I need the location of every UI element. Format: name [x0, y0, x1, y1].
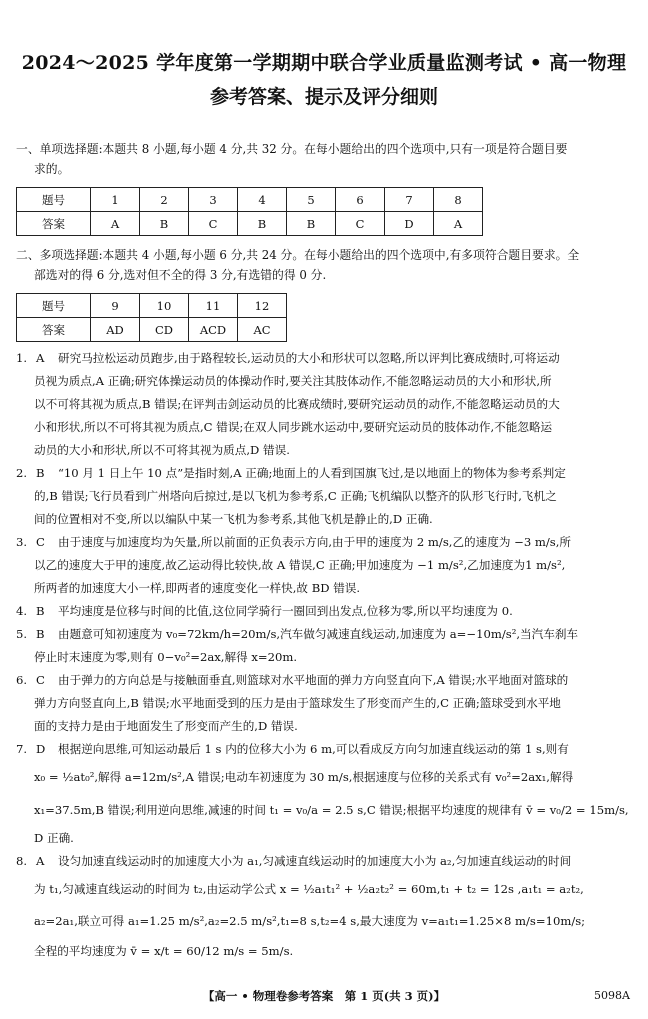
explanation-line: 由于弹力的方向总是与接触面垂直,则篮球对水平地面的弹力方向竖直向下,A 错误;水平地面对篮球的 [58, 673, 569, 687]
question-number: 12 [238, 294, 287, 318]
section2-answer-table [16, 293, 287, 342]
item-answer: D [36, 742, 46, 756]
answer-cell: D [385, 212, 434, 236]
item-number: 1. [16, 351, 28, 365]
explanation-line: 设匀加速直线运动时的加速度大小为 a₁,匀减速直线运动时的加速度大小为 a₂,匀加速直线运动的时间 [58, 854, 572, 868]
explanation-item [16, 623, 636, 669]
item-answer: A [36, 854, 45, 868]
explanation-line: 由题意可知初速度为 v₀=72km/h=20m/s,汽车做匀减速直线运动,加速度为 a=−10m/s²,当汽车刹车 [58, 627, 579, 641]
explanation-line: 小和形状,所以不可将其视为质点,C 错误;在双人同步跳水运动中,要研究运动员的肢体动作,不能忽略运 [34, 420, 553, 434]
item-answer: B [36, 604, 45, 618]
row-label: 答案 [17, 212, 91, 236]
item-number: 4. [16, 604, 28, 618]
question-number: 4 [238, 188, 287, 212]
answer-cell: A [434, 212, 483, 236]
answer-cell: A [91, 212, 140, 236]
section1-heading-line1: 一、单项选择题:本题共 8 小题,每小题 4 分,共 32 分。在每小题给出的四个选项中,只有一项是符合题目要 [16, 142, 568, 156]
question-number: 6 [336, 188, 385, 212]
explanation-line: 员视为质点,A 正确;研究体操运动员的体操动作时,要关注其肢体动作,不能忽略运动员的大小和形状,所 [34, 374, 552, 388]
explanation-line: x₁=37.5m,B 错误;利用逆向思维,减速的时间 t₁ = v₀/a = 2.5 s,C 错误;根据平均速度的规律有 v̄ = v₀/2 = 15m/s, [34, 803, 629, 817]
item-answer: B [36, 466, 45, 480]
section2-heading-line1: 二、多项选择题:本题共 4 小题,每小题 6 分,共 24 分。在每小题给出的四个选项中,有多项符合题目要求。全 [16, 248, 580, 262]
section2-heading [16, 245, 636, 285]
page-title: 2024～2025 学年度第一学期期中联合学业质量监测考试 • 高一物理 [21, 52, 627, 74]
answer-cell: CD [140, 318, 189, 342]
explanation-line: 弹力方向竖直向上,B 错误;水平地面受到的压力是由于篮球发生了形变而产生的,C 正确;篮球受到水平地 [34, 696, 561, 710]
row-label: 答案 [17, 318, 91, 342]
page-subtitle: 参考答案、提示及评分细则 [209, 86, 438, 108]
explanation-item [16, 462, 636, 531]
item-number: 8. [16, 854, 28, 868]
explanation-item [16, 531, 636, 600]
row-label: 题号 [17, 294, 91, 318]
item-number: 3. [16, 535, 28, 549]
document-code: 5098A [594, 989, 630, 1002]
answer-cell: B [140, 212, 189, 236]
section1-answer-table [16, 187, 483, 236]
question-number: 10 [140, 294, 189, 318]
table-row [17, 188, 483, 212]
question-number: 2 [140, 188, 189, 212]
explanation-item [16, 600, 636, 623]
section1-heading [16, 139, 636, 179]
question-number: 8 [434, 188, 483, 212]
item-number: 7. [16, 742, 28, 756]
item-number: 2. [16, 466, 28, 480]
explanation-line: 根据逆向思维,可知运动最后 1 s 内的位移大小为 6 m,可以看成反方向匀加速直线运动的第 1 s,则有 [58, 742, 569, 756]
item-number: 6. [16, 673, 28, 687]
question-number: 7 [385, 188, 434, 212]
explanation-line: 间的位置相对不变,所以以编队中某一飞机为参考系,其他飞机是静止的,D 正确. [34, 512, 433, 526]
answer-cell: AC [238, 318, 287, 342]
explanation-line: “10 月 1 日上午 10 点”是指时刻,A 正确;地面上的人看到国旗飞过,是以地面上的物体为参考系判定 [58, 466, 566, 480]
explanations-list [16, 347, 636, 966]
explanation-line: 的,B 错误;飞行员看到广州塔向后掠过,是以飞机为参考系,C 正确;飞机编队以整齐的队形飞行时,飞机之 [34, 489, 557, 503]
explanation-item [16, 850, 636, 966]
section1-heading-line2: 求的。 [34, 162, 70, 176]
explanation-item [16, 738, 636, 850]
question-number: 9 [91, 294, 140, 318]
item-number: 5. [16, 627, 28, 641]
explanation-line: 以不可将其视为质点,B 错误;在评判击剑运动员的比赛成绩时,要研究运动员的动作,不能忽略运动员的大 [34, 397, 560, 411]
answer-cell: C [336, 212, 385, 236]
answer-cell: ACD [189, 318, 238, 342]
item-answer: A [36, 351, 45, 365]
table-row [17, 318, 287, 342]
page-footer: 【高一 • 物理卷参考答案 第 1 页(共 3 页)】 [202, 989, 446, 1003]
explanation-line: 研究马拉松运动员跑步,由于路程较长,运动员的大小和形状可以忽略,所以评判比赛成绩时,可将运动 [58, 351, 560, 365]
explanation-line: 动员的大小和形状,所以不可将其视为质点,D 错误. [34, 443, 290, 457]
item-answer: B [36, 627, 45, 641]
section2-heading-line2: 部选对的得 6 分,选对但不全的得 3 分,有选错的得 0 分. [34, 268, 327, 282]
explanation-line: 平均速度是位移与时间的比值,这位同学骑行一圈回到出发点,位移为零,所以平均速度为 0. [58, 604, 513, 618]
question-number: 1 [91, 188, 140, 212]
table-row [17, 212, 483, 236]
explanation-line: 停止时末速度为零,则有 0−v₀²=2ax,解得 x=20m. [34, 650, 298, 664]
explanation-line: D 正确. [34, 831, 74, 845]
question-number: 11 [189, 294, 238, 318]
explanation-line: 所两者的加速度大小一样,即两者的速度变化一样快,故 BD 错误. [34, 581, 361, 595]
answer-cell: AD [91, 318, 140, 342]
explanation-line: 以乙的速度大于甲的速度,故乙运动得比较快,故 A 错误,C 正确;甲加速度为 −1 m/s²,乙加速度为1 m/s², [34, 558, 566, 572]
row-label: 题号 [17, 188, 91, 212]
explanation-item [16, 669, 636, 738]
question-number: 3 [189, 188, 238, 212]
explanation-line: 面的支持力是由于地面发生了形变而产生的,D 错误. [34, 719, 298, 733]
answer-cell: B [287, 212, 336, 236]
answer-cell: C [189, 212, 238, 236]
item-answer: C [36, 673, 45, 687]
question-number: 5 [287, 188, 336, 212]
explanation-line: a₂=2a₁,联立可得 a₁=1.25 m/s²,a₂=2.5 m/s²,t₁=8 s,t₂=4 s,最大速度为 v=a₁t₁=1.25×8 m/s=10m/s; [34, 914, 586, 928]
answer-cell: B [238, 212, 287, 236]
explanation-line: 由于速度与加速度均为矢量,所以前面的正负表示方向,由于甲的速度为 2 m/s,乙的速度为 −3 m/s,所 [58, 535, 572, 549]
explanation-item [16, 347, 636, 462]
table-row [17, 294, 287, 318]
explanation-line: 为 t₁,匀减速直线运动的时间为 t₂,由运动学公式 x = ½a₁t₁² + ½a₂t₂² = 60m,t₁ + t₂ = 12s ,a₁t₁ = a₂t₂, [34, 882, 584, 896]
explanation-line: 全程的平均速度为 v̄ = x/t = 60/12 m/s = 5m/s. [34, 944, 294, 958]
item-answer: C [36, 535, 45, 549]
explanation-line: x₀ = ½at₀²,解得 a=12m/s²,A 错误;电动车初速度为 30 m/s,根据速度与位移的关系式有 v₀²=2ax₁,解得 [34, 770, 574, 784]
